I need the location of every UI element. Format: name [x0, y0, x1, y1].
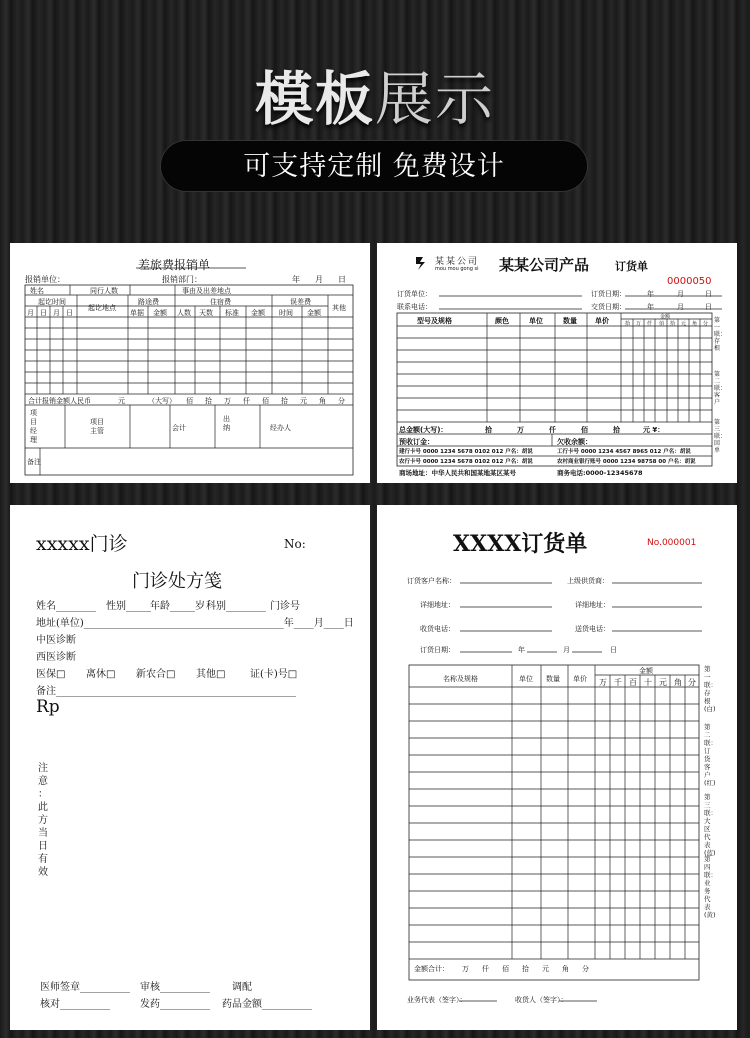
product-col-header: 金额 — [660, 314, 671, 320]
clinic-option: 离休□ — [86, 669, 116, 680]
order-year: 年 — [518, 646, 525, 654]
product-total-unit: 元 ¥： — [643, 426, 665, 434]
order-form-title: XXXX订货单 — [453, 531, 588, 557]
clinic-field: 性别_____ — [106, 601, 151, 612]
clinic-drug-amount: 药品金额__________ — [222, 999, 312, 1010]
order-customer-label: 订货客户名称： — [407, 577, 456, 585]
product-total-unit: 仟 — [549, 426, 556, 434]
order-amount-sub: 角 — [674, 678, 682, 687]
product-form-subtitle: 订货单 — [615, 260, 648, 273]
product-contact-label: 联系电话： — [397, 303, 432, 311]
clinic-notice-char: 效 — [38, 867, 48, 878]
order-grid — [377, 505, 737, 1030]
product-order-unit-label: 订货单位： — [397, 290, 432, 298]
travel-companions-label: 同行人数 — [90, 287, 118, 295]
clinic-field: 门诊号 — [270, 601, 300, 612]
product-amount-sub: 佰 — [659, 321, 665, 327]
travel-sub-header: 金额 — [307, 309, 321, 317]
travel-cashier-label: 出纳 — [223, 415, 230, 432]
clinic-field: 年龄_____岁 — [150, 601, 205, 612]
order-address2-label: 详细地址： — [575, 601, 610, 609]
company-name-en: mou mou gong si — [435, 266, 479, 272]
clinic-field: 姓名________ — [36, 601, 96, 612]
order-total-unit: 拾 — [522, 965, 529, 973]
order-total-label: 金额合计： — [414, 965, 449, 973]
product-amount-sub: 元 — [681, 321, 687, 327]
clinic-option: 其他□ — [196, 669, 226, 680]
travel-unit-char: 佰 — [186, 397, 193, 405]
order-col-header: 单价 — [573, 675, 587, 683]
product-amount-sub: 分 — [703, 321, 709, 327]
clinic-notice-char: 日 — [38, 841, 48, 852]
clinic-remark-line: 备注________________________________________________ — [36, 686, 296, 697]
order-phone-label: 收货电话： — [420, 625, 455, 633]
clinic-option: 新农合□ — [136, 669, 176, 680]
order-amount-sub: 千 — [614, 678, 622, 687]
travel-unit-char: 佰 — [262, 397, 269, 405]
product-total-unit: 佰 — [581, 426, 588, 434]
clinic-name: xxxxx门诊 — [36, 533, 128, 555]
travel-unit-char: 元 — [300, 397, 307, 405]
travel-transport-label: 路途费 — [138, 298, 159, 306]
product-amount-sub: 仟 — [647, 321, 653, 327]
clinic-notice-char: ： — [38, 789, 48, 800]
clinic-option: 证(卡)号□ — [250, 669, 298, 680]
product-col-header: 颜色 — [495, 317, 509, 325]
company-name: 某某公司 — [435, 257, 480, 267]
clinic-check: 核对__________ — [40, 999, 110, 1010]
order-phone2-label: 送货电话： — [575, 625, 610, 633]
order-date-label: 订货日期： — [420, 646, 455, 654]
clinic-tcm-diagnosis: 中医诊断 — [36, 635, 76, 646]
product-amount-sub: 万 — [636, 321, 642, 327]
order-receiver-signature: 收货人（签字）： — [515, 996, 568, 1004]
product-total-label: 总金额(大写)： — [399, 426, 448, 434]
travel-form-title: 差旅费报销单 — [138, 258, 211, 272]
product-month: 月 — [677, 290, 684, 298]
order-col-header: 名称及规格 — [443, 675, 478, 683]
product-year: 年 — [647, 303, 654, 311]
travel-remark-label: 备注 — [27, 458, 41, 466]
order-total-unit: 角 — [562, 965, 569, 973]
clinic-dispense: 调配 — [232, 982, 252, 993]
travel-name-label: 姓名 — [30, 287, 44, 295]
clinic-notice-char: 此 — [38, 802, 48, 813]
travel-sub-header: 标准 — [225, 309, 239, 317]
product-year: 年 — [647, 290, 654, 298]
product-phone: 商务电话:0000-12345678 — [557, 469, 643, 477]
order-serial-number: No.000001 — [647, 538, 697, 548]
travel-supervisor-label: 项目主管 — [90, 418, 104, 435]
order-amount-sub: 元 — [659, 678, 667, 687]
clinic-issue: 发药__________ — [140, 999, 210, 1010]
travel-other-label: 其他 — [332, 304, 346, 312]
travel-unit-char: 仟 — [243, 397, 250, 405]
order-col-header: 单位 — [519, 675, 533, 683]
clinic-rp-mark: Rp — [36, 697, 60, 717]
order-amount-sub: 百 — [629, 678, 637, 687]
travel-reason-label: 事由及出差地点 — [182, 287, 231, 295]
travel-total-label: 合计报销金额人民币 — [28, 397, 91, 405]
travel-year: 年 — [292, 275, 300, 284]
travel-yuan: 元 — [118, 397, 125, 405]
travel-sub-header: 单据 — [130, 309, 144, 317]
clinic-field: 科别________ — [206, 601, 266, 612]
clinic-option: 医保□ — [36, 669, 66, 680]
clinic-prescription-form — [10, 505, 370, 1030]
travel-unit-char: 分 — [338, 397, 345, 405]
travel-manager-label: 项目经理 — [30, 409, 37, 444]
travel-unit-char: 万 — [224, 397, 231, 405]
xxxx-order-form — [377, 505, 737, 1030]
order-side-copy-2: 第二联：订货客户(红) — [704, 723, 717, 787]
travel-unit-char: 角 — [319, 397, 326, 405]
product-total-unit: 万 — [517, 426, 524, 434]
product-amount-sub: 拾 — [670, 321, 676, 327]
product-delivery-date-label: 交货日期： — [591, 303, 626, 311]
travel-sub-header: 时间 — [279, 309, 293, 317]
product-side-copy-3: 第三联：回单 — [714, 419, 727, 454]
travel-grid — [10, 243, 370, 483]
order-total-unit: 元 — [542, 965, 549, 973]
product-bank-info-3: 农行卡号 0000 1234 5678 0102 012 户名：胡说 — [399, 459, 533, 465]
travel-sub-header: 日 — [66, 309, 73, 317]
order-col-header: 数量 — [546, 675, 560, 683]
product-col-header: 单价 — [595, 317, 609, 325]
travel-sub-header: 金额 — [251, 309, 265, 317]
clinic-notice-char: 意 — [38, 776, 48, 787]
travel-day: 日 — [338, 275, 346, 284]
clinic-notice-char: 方 — [38, 815, 48, 826]
page-headline: 模板展示 — [254, 65, 496, 133]
order-total-unit: 佰 — [502, 965, 509, 973]
travel-sub-header: 日 — [40, 309, 47, 317]
order-total-unit: 仟 — [482, 965, 489, 973]
clinic-notice-char: 有 — [38, 854, 48, 865]
product-deposit-label: 预收订金： — [399, 438, 434, 446]
clinic-notice-char: 注 — [38, 763, 48, 774]
order-rep-signature: 业务代表（签字）： — [407, 996, 467, 1004]
product-address: 商场地址：中华人民共和国某地某区某号 — [399, 469, 516, 477]
order-day: 日 — [610, 646, 617, 654]
subtitle-banner: 可支持定制 免费设计 — [160, 140, 588, 192]
travel-sub-header: 天数 — [199, 309, 213, 317]
travel-sub-header: 月 — [53, 309, 60, 317]
order-amount-sub: 万 — [599, 678, 607, 687]
product-total-unit: 拾 — [485, 426, 492, 434]
travel-unit-char: 拾 — [281, 397, 288, 405]
product-col-header: 单位 — [529, 317, 543, 325]
order-amount-sub: 分 — [688, 678, 696, 687]
order-amount-sub: 十 — [644, 678, 652, 687]
product-month: 月 — [677, 303, 684, 311]
product-amount-sub: 角 — [692, 321, 698, 327]
travel-sub-header: 人数 — [177, 309, 191, 317]
clinic-doctor-signature: 医师签章__________ — [40, 982, 130, 993]
clinic-form-title: 门诊处方笺 — [132, 571, 222, 592]
clinic-address-line: 地址(单位)________________________________________年____月____日 — [36, 618, 354, 629]
travel-place-label: 起讫地点 — [88, 304, 116, 312]
product-col-header: 型号及规格 — [417, 317, 452, 325]
product-amount-sub: 拾 — [625, 321, 631, 327]
travel-accountant-label: 会计 — [172, 424, 186, 432]
clinic-number-label: No: — [284, 537, 306, 551]
product-day: 日 — [705, 290, 712, 298]
order-address-label: 详细地址： — [420, 601, 455, 609]
order-supplier-label: 上级供货商： — [567, 577, 609, 585]
travel-unit-label: 报销单位： — [25, 275, 65, 284]
product-bank-info-1: 建行卡号 0000 1234 5678 0102 012 户名：胡说 — [399, 449, 533, 455]
travel-sub-header: 月 — [27, 309, 34, 317]
travel-unit-char: 拾 — [205, 397, 212, 405]
order-month: 月 — [563, 646, 570, 654]
travel-dept-label: 报销部门： — [162, 275, 202, 284]
order-total-unit: 分 — [582, 965, 589, 973]
product-bank-info-2: 工行卡号 0000 1234 4567 8965 012 户名：胡说 — [557, 449, 691, 455]
travel-sub-header: 金额 — [153, 309, 167, 317]
product-col-header: 数量 — [563, 317, 577, 325]
travel-handler-label: 经办人 — [270, 424, 291, 432]
product-side-copy-2: 第二联：客户 — [714, 371, 727, 406]
order-col-header: 金额 — [639, 667, 653, 675]
product-form-title: 某某公司产品 — [499, 256, 590, 274]
travel-misc-label: 误差费 — [290, 298, 311, 306]
clinic-review: 审核__________ — [140, 982, 210, 993]
product-bank-info-4: 农村商业银行账号 0000 1234 98758 00 户名：胡说 — [557, 459, 696, 465]
product-total-unit: 拾 — [613, 426, 620, 434]
order-total-unit: 万 — [462, 965, 469, 973]
travel-lodging-label: 住宿费 — [210, 298, 231, 306]
travel-expense-form — [10, 243, 370, 483]
order-side-copy-1: 第一联：存根(白) — [704, 665, 717, 713]
product-order-date-label: 订货日期： — [591, 290, 626, 298]
order-side-copy-3: 第三联：大区代表(蓝) — [704, 793, 717, 857]
product-order-form — [377, 243, 737, 483]
travel-period-label: 起讫时间 — [38, 298, 66, 306]
product-balance-label: 欠收余额： — [557, 438, 592, 446]
order-side-copy-4: 第四联：业务代表(黄) — [704, 855, 717, 919]
product-serial-number: 0000050 — [667, 276, 712, 287]
travel-month: 月 — [315, 275, 323, 284]
clinic-wm-diagnosis: 西医诊断 — [36, 652, 76, 663]
product-day: 日 — [705, 303, 712, 311]
travel-big-label: （大写） — [148, 397, 176, 405]
clinic-notice-char: 当 — [38, 828, 48, 839]
product-side-copy-1: 第一联：存根 — [714, 317, 727, 352]
